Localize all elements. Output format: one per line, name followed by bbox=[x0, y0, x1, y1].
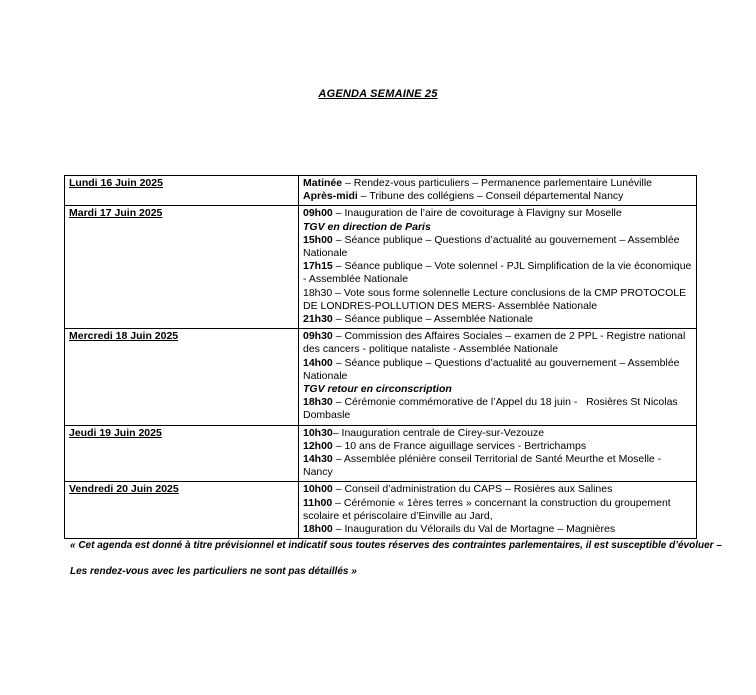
event-line bbox=[303, 483, 692, 496]
events-cell bbox=[299, 329, 697, 425]
agenda-row bbox=[65, 482, 697, 539]
event-text: – Séance publique – Assemblée Nationale bbox=[332, 313, 534, 326]
event-time: 12h00 bbox=[303, 439, 333, 452]
day-cell bbox=[65, 425, 299, 482]
day-cell bbox=[65, 206, 299, 329]
event-time: 18h30 bbox=[303, 396, 333, 409]
day-cell bbox=[65, 329, 299, 425]
event-text: – Inauguration de l’aire de covoiturage à Flavigny sur Moselle bbox=[332, 207, 622, 220]
event-line bbox=[303, 357, 692, 383]
event-text: – Séance publique – Vote solennel - PJL Simplification de la vie économique - Assemblée Nationale bbox=[303, 260, 695, 286]
event-time: 14h30 bbox=[303, 453, 333, 466]
page-title: AGENDA SEMAINE 25 bbox=[318, 88, 438, 100]
event-text: – Tribune des collégiens – Conseil départemental Nancy bbox=[357, 190, 624, 203]
event-line bbox=[303, 287, 692, 313]
event-line bbox=[303, 190, 692, 203]
agenda-table bbox=[64, 175, 697, 539]
event-line bbox=[303, 177, 692, 190]
footer-line-2: Les rendez-vous avec les particuliers ne sont pas détaillés » bbox=[70, 566, 357, 577]
event-text: – 10 ans de France aiguillage services - Bertrichamps bbox=[332, 439, 587, 452]
event-line bbox=[303, 453, 692, 479]
agenda-row bbox=[65, 176, 697, 206]
event-text: – Cérémonie « 1ères terres » concernant la construction du groupement scolaire et périscolaire d’Einville au Jard, bbox=[303, 496, 674, 522]
day-label: Lundi 16 Juin 2025 bbox=[69, 177, 163, 189]
day-label: Vendredi 20 Juin 2025 bbox=[69, 483, 179, 496]
tgv-note-line bbox=[303, 221, 692, 234]
event-time: 09h30 bbox=[303, 330, 333, 343]
event-text: – Cérémonie commémorative de l’Appel du 18 juin - Rosières St Nicolas Dombasle bbox=[303, 396, 681, 422]
event-line bbox=[303, 497, 692, 523]
event-line bbox=[303, 234, 692, 260]
event-line bbox=[303, 396, 692, 422]
event-line bbox=[303, 260, 695, 286]
event-text: – Séance publique – Questions d’actualité au gouvernement – Assemblée Nationale bbox=[303, 233, 683, 260]
event-time: 21h30 bbox=[303, 313, 333, 326]
event-text: – Inauguration centrale de Cirey-sur-Vezouze bbox=[332, 426, 545, 439]
event-time: 18h30 bbox=[303, 286, 333, 299]
event-line bbox=[303, 427, 692, 440]
tgv-note-line bbox=[303, 383, 692, 396]
event-text: – Vote sous forme solennelle Lecture conclusions de la CMP PROTOCOLE DE LONDRES-POLLUTION DES MERS- Assemblée Nationale bbox=[303, 286, 689, 312]
event-text: TGV retour en circonscription bbox=[303, 383, 452, 396]
event-text: – Inauguration du Vélorails du Val de Mortagne – Magnières bbox=[332, 523, 616, 536]
event-line bbox=[303, 313, 692, 326]
day-cell bbox=[65, 176, 299, 206]
event-line bbox=[303, 330, 692, 356]
day-label: Mardi 17 Juin 2025 bbox=[69, 207, 163, 220]
event-time: 18h00 bbox=[303, 523, 333, 536]
event-text: TGV en direction de Paris bbox=[303, 220, 431, 233]
event-line bbox=[303, 523, 692, 536]
event-text: – Commission des Affaires Sociales – examen de 2 PPL - Registre national des cancers - politique nataliste - Assemblée Nationale bbox=[303, 330, 689, 356]
day-cell bbox=[65, 482, 299, 539]
footer-note bbox=[70, 539, 722, 578]
event-time: 14h00 bbox=[303, 356, 333, 369]
event-time: 17h15 bbox=[303, 260, 333, 273]
event-time: 11h00 bbox=[303, 496, 333, 509]
event-time: 10h00 bbox=[303, 483, 333, 496]
event-line bbox=[303, 440, 692, 453]
events-cell bbox=[299, 176, 697, 206]
event-text: – Séance publique – Questions d’actualité au gouvernement – Assemblée Nationale bbox=[303, 356, 683, 382]
event-line bbox=[303, 207, 692, 220]
event-time: 09h00 bbox=[303, 207, 333, 220]
event-text: – Conseil d’administration du CAPS – Rosières aux Salines bbox=[332, 483, 613, 496]
event-time: Matinée bbox=[303, 177, 343, 189]
events-cell bbox=[299, 425, 697, 482]
footer-line-1: « Cet agenda est donné à titre prévisionnel et indicatif sous toutes réserves des contraintes parlementaires, il est susceptible d’évoluer – bbox=[70, 540, 722, 551]
day-label: Jeudi 19 Juin 2025 bbox=[69, 426, 162, 439]
agenda-row bbox=[65, 425, 697, 482]
event-time: Après-midi bbox=[303, 190, 358, 203]
event-text: – Assemblée plénière conseil Territorial de Santé Meurthe et Moselle - Nancy bbox=[303, 453, 665, 479]
events-cell bbox=[299, 206, 697, 329]
day-label: Mercredi 18 Juin 2025 bbox=[69, 330, 179, 343]
agenda-row bbox=[65, 206, 697, 329]
event-time: 10h30 bbox=[303, 426, 333, 439]
agenda-row bbox=[65, 329, 697, 425]
event-time: 15h00 bbox=[303, 233, 333, 246]
event-text: – Rendez-vous particuliers – Permanence parlementaire Lunéville bbox=[342, 177, 653, 189]
events-cell bbox=[299, 482, 697, 539]
